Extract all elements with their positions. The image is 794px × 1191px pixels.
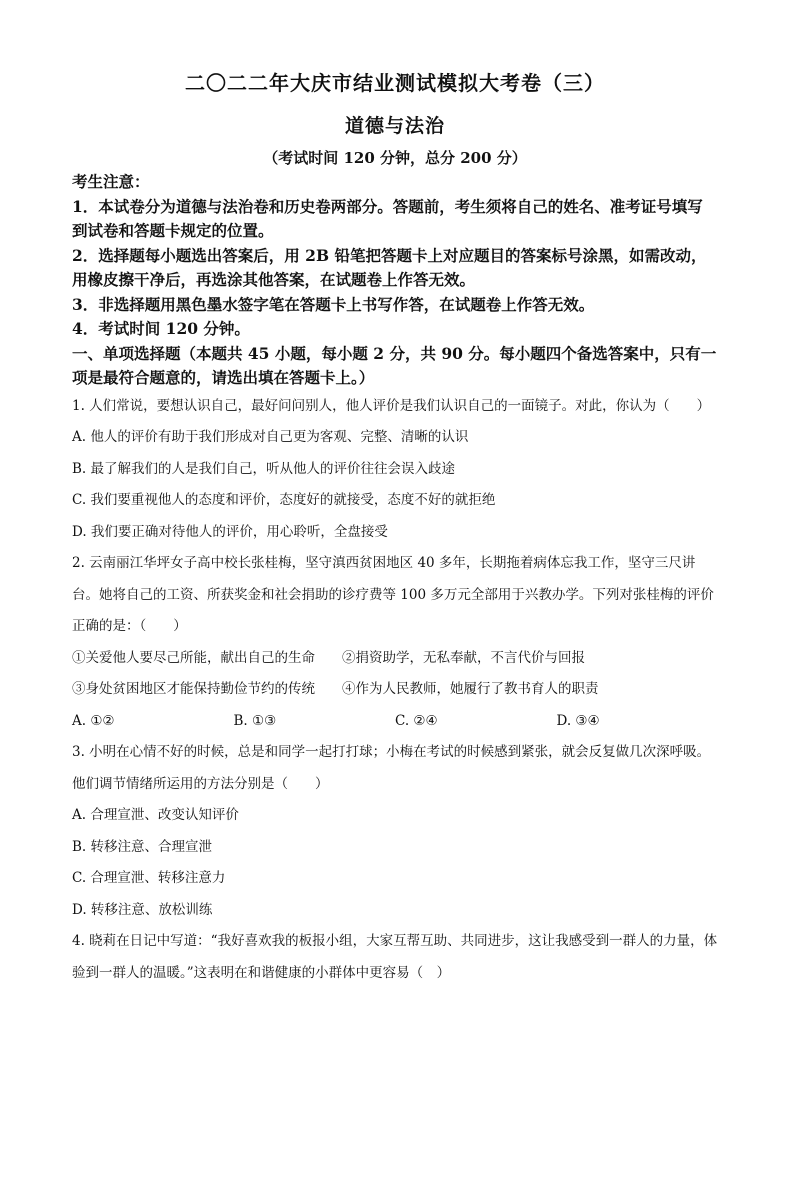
options-row [72,706,718,738]
subject-title: 道德与法治 [344,115,445,137]
statement-row [72,674,718,706]
notice-item-2: 2．选择题每小题选出答案后，用 2B 铅笔把答题卡上对应题目的答案标号涂黑，如需改动，用橡皮擦干净后，再选涂其他答案，在试题卷上作答无效。 [72,245,707,289]
question-3 [72,737,718,926]
question-stem: 2. 云南丽江华坪女子高中校长张桂梅，坚守滇西贫困地区 40 多年，长期拖着病体忘我工作，坚守三尺讲台。她将自己的工资、所获奖金和社会捐助的诊疗费等 100 多万元全部用于兴教办学。下列对张桂梅的评价正确的是：（ ） [72,555,714,634]
option-c: C. ②④ [395,712,438,729]
notice-heading: 考生注意： [72,172,150,191]
option-b: B. 最了解我们的人是我们自己，听从他人的评价往往会误入歧途 [72,460,456,477]
notice-item-4: 4．考试时间 120 分钟。 [72,319,250,338]
option-c: C. 合理宣泄、转移注意力 [72,870,226,886]
statement-4: ④作为人民教师，她履行了教书育人的职责 [342,681,599,697]
option-b: B. ①③ [233,712,277,729]
option-c: C. 我们要重视他人的态度和评价，态度好的就接受，态度不好的就拒绝 [72,492,496,508]
option-d: D. ③④ [556,712,600,729]
notice-block [72,170,718,391]
exam-page [0,68,794,1191]
statement-2: ②捐资助学，无私奉献，不言代价与回报 [342,649,585,666]
question-2 [72,548,718,737]
statement-row [72,643,718,675]
statement-3: ③身处贫困地区才能保持勤俭节约的传统 [72,681,315,697]
exam-title: 二〇二二年大庆市结业测试模拟大考卷（三） [185,71,605,95]
question-stem: 3. 小明在心情不好的时候，总是和同学一起打打球；小梅在考试的时候感到紧张，就会反复做几次深呼吸。他们调节情绪所运用的方法分别是（ ） [72,744,711,792]
option-a: A. ①② [72,712,115,729]
statement-1: ①关爱他人要尽己所能，献出自己的生命 [72,649,315,666]
notice-item-3: 3．非选择题用黑色墨水签字笔在答题卡上书写作答，在试题卷上作答无效。 [72,294,595,314]
exam-info: （考试时间 120 分钟，总分 200 分） [263,149,527,167]
notice-item-1: 1．本试卷分为道德与法治卷和历史卷两部分。答题前，考生须将自己的姓名、准考证号填写到试卷和答题卡规定的位置。 [72,196,703,240]
question-stem: 1. 人们常说，要想认识自己，最好问问别人，他人评价是我们认识自己的一面镜子。对此，你认为（ ） [72,397,711,414]
option-b: B. 转移注意、合理宣泄 [72,838,213,855]
option-a: A. 合理宣泄、改变认知评价 [72,807,239,823]
option-d: D. 转移注意、放松训练 [72,901,213,918]
option-a: A. 他人的评价有助于我们形成对自己更为客观、完整、清晰的认识 [72,429,469,445]
section-heading: 一、单项选择题（本题共 45 小题，每小题 2 分，共 90 分。每小题四个备选答案中，只有一项是最符合题意的，请选出填在答题卡上。） [72,343,717,387]
question-stem: 4. 晓莉在日记中写道：“我好喜欢我的板报小组，大家互帮互助、共同进步，这让我感受到一群人的力量，体验到一群人的温暖。”这表明在和谐健康的小群体中更容易（ ） [72,933,718,981]
question-4 [72,926,718,989]
option-d: D. 我们要正确对待他人的评价，用心聆听，全盘接受 [72,523,388,540]
question-1 [72,391,718,549]
